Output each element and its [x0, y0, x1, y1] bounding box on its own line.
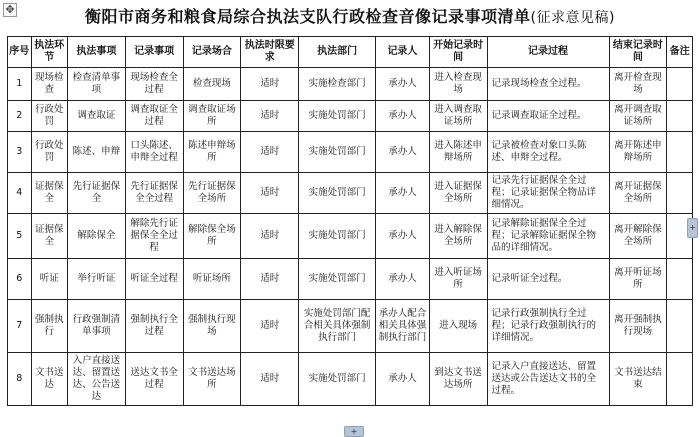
title-note: (征求意见稿): [530, 10, 615, 26]
header-cell: 执法部门: [299, 37, 376, 68]
cell-matter: 举行听证: [67, 259, 125, 300]
cell-record-place: 强制执行现场: [183, 300, 241, 353]
cell-stage: 听证: [31, 259, 67, 300]
cell-record-item: 口头陈述、申辩全过程: [125, 132, 183, 173]
cell-recorder: 承办人: [376, 132, 430, 173]
cell-stage: 现场检查: [31, 68, 67, 101]
cell-time-limit: 适时: [241, 132, 299, 173]
cell-end-time: 离开调查取证场所: [609, 101, 667, 132]
cell-end-time: 离开证据保全场所: [609, 173, 667, 214]
header-cell: 备注: [667, 37, 693, 68]
cell-stage: 证据保全: [31, 173, 67, 214]
header-cell: 序号: [8, 37, 32, 68]
cell-start-time: 进入解除保全场所: [429, 214, 487, 259]
cell-recorder: 承办人: [376, 68, 430, 101]
cell-remark: [667, 259, 693, 300]
header-cell: 记录场合: [183, 37, 241, 68]
cell-record-item: 强制执行全过程: [125, 300, 183, 353]
header-cell: 执法环节: [31, 37, 67, 68]
cell-recorder: 承办人: [376, 173, 430, 214]
cell-process: 记录入户直接送达、留置送达或公告送达文书的全过程。: [487, 353, 609, 406]
cell-department: 实施处罚部门: [299, 214, 376, 259]
header-cell: 记录人: [376, 37, 430, 68]
cell-department: 实施处罚部门: [299, 353, 376, 406]
cell-time-limit: 适时: [241, 173, 299, 214]
cell-remark: [667, 101, 693, 132]
cell-record-place: 文书送达场所: [183, 353, 241, 406]
cell-stage: 证据保全: [31, 214, 67, 259]
cell-end-time: 离开陈述申辩场所: [609, 132, 667, 173]
cell-remark: [667, 132, 693, 173]
header-cell: 执法时限要求: [241, 37, 299, 68]
cell-process: 记录被检查对象口头陈述、申辩全过程。: [487, 132, 609, 173]
cell-time-limit: 适时: [241, 259, 299, 300]
cell-end-time: 离开听证场所: [609, 259, 667, 300]
cell-department: 实施处罚部门: [299, 132, 376, 173]
cell-time-limit: 适时: [241, 101, 299, 132]
cell-record-place: 解除保全场所: [183, 214, 241, 259]
cell-index: 5: [8, 214, 32, 259]
header-cell: 结束记录时间: [609, 37, 667, 68]
page-title: [0, 4, 700, 27]
cell-matter: 调查取证: [67, 101, 125, 132]
cell-record-item: 送达文书全过程: [125, 353, 183, 406]
cell-time-limit: 适时: [241, 214, 299, 259]
cell-record-item: 听证全过程: [125, 259, 183, 300]
table-row: [8, 132, 693, 173]
cell-remark: [667, 173, 693, 214]
cell-stage: 行政处罚: [31, 132, 67, 173]
header-cell: 记录过程: [487, 37, 609, 68]
cell-matter: 入户直接送达、留置送达、公告送达: [67, 353, 125, 406]
cell-index: 8: [8, 353, 32, 406]
cell-recorder: 承办人配合相关具体强制执行部门: [376, 300, 430, 353]
table-row: [8, 101, 693, 132]
cell-recorder: 承办人: [376, 101, 430, 132]
cell-record-place: 听证场所: [183, 259, 241, 300]
cell-process: 记录行政强制执行全过程；记录行政强制执行的详细情况。: [487, 300, 609, 353]
cell-remark: [667, 68, 693, 101]
cell-index: 2: [8, 101, 32, 132]
cell-matter: 解除保全: [67, 214, 125, 259]
cell-record-item: 先行证据保全全过程: [125, 173, 183, 214]
cell-process: 记录先行证据保全全过程；记录证据保全物品详细情况。: [487, 173, 609, 214]
cell-index: 6: [8, 259, 32, 300]
cell-record-place: 陈述申辩场所: [183, 132, 241, 173]
table-row: [8, 353, 693, 406]
cell-record-place: 先行证据保全场所: [183, 173, 241, 214]
cell-stage: 行政处罚: [31, 101, 67, 132]
cell-department: 实施处罚部门: [299, 259, 376, 300]
table-row: [8, 68, 693, 101]
cell-department: 实施处罚部门: [299, 173, 376, 214]
cell-start-time: 进入听证场所: [429, 259, 487, 300]
add-row-icon[interactable]: +: [344, 426, 364, 437]
cell-end-time: 文书送达结束: [609, 353, 667, 406]
table-header-row: [8, 37, 693, 68]
cell-recorder: 承办人: [376, 353, 430, 406]
cell-process: 记录现场检查全过程。: [487, 68, 609, 101]
cell-department: 实施检查部门: [299, 68, 376, 101]
table-row: [8, 259, 693, 300]
cell-time-limit: 适时: [241, 353, 299, 406]
header-cell: 开始记录时间: [429, 37, 487, 68]
header-cell: 执法事项: [67, 37, 125, 68]
cell-start-time: 进入陈述申辩场所: [429, 132, 487, 173]
cell-matter: 先行证据保全: [67, 173, 125, 214]
resize-handle-icon[interactable]: +: [687, 218, 698, 238]
cell-index: 7: [8, 300, 32, 353]
table-row: [8, 300, 693, 353]
cell-record-item: 现场检查全过程: [125, 68, 183, 101]
cell-time-limit: 适时: [241, 300, 299, 353]
table-row: [8, 173, 693, 214]
header-cell: 记录事项: [125, 37, 183, 68]
cell-start-time: 进入调查取证场所: [429, 101, 487, 132]
cell-index: 1: [8, 68, 32, 101]
move-handle-icon[interactable]: ✥: [3, 3, 17, 17]
cell-process: 记录听证全过程。: [487, 259, 609, 300]
cell-department: 实施处罚部门: [299, 101, 376, 132]
cell-start-time: 进入现场: [429, 300, 487, 353]
table-row: [8, 214, 693, 259]
cell-end-time: 离开解除保全场所: [609, 214, 667, 259]
cell-record-place: 检查现场: [183, 68, 241, 101]
cell-stage: 文书送达: [31, 353, 67, 406]
cell-end-time: 离开检查现场: [609, 68, 667, 101]
cell-index: 4: [8, 173, 32, 214]
cell-start-time: 进入证据保全场所: [429, 173, 487, 214]
cell-process: 记录解除证据保全全过程；记录解除证据保全物品的详细情况。: [487, 214, 609, 259]
record-items-table: [7, 36, 693, 406]
cell-remark: [667, 300, 693, 353]
title-main: 衡阳市商务和粮食局综合执法支队行政检查音像记录事项清单: [85, 7, 531, 26]
cell-record-item: 解除先行证据保全全过程: [125, 214, 183, 259]
cell-start-time: 进入检查现场: [429, 68, 487, 101]
cell-record-place: 调查取证场所: [183, 101, 241, 132]
cell-matter: 陈述、申辩: [67, 132, 125, 173]
cell-recorder: 承办人: [376, 259, 430, 300]
cell-record-item: 调查取证全过程: [125, 101, 183, 132]
cell-department: 实施处罚部门配合相关具体强制执行部门: [299, 300, 376, 353]
cell-time-limit: 适时: [241, 68, 299, 101]
cell-recorder: 承办人: [376, 214, 430, 259]
cell-end-time: 离开强制执行现场: [609, 300, 667, 353]
cell-matter: 检查清单事项: [67, 68, 125, 101]
cell-start-time: 到达文书送达场所: [429, 353, 487, 406]
cell-index: 3: [8, 132, 32, 173]
cell-stage: 强制执行: [31, 300, 67, 353]
cell-process: 记录调查取证全过程。: [487, 101, 609, 132]
cell-remark: [667, 353, 693, 406]
cell-matter: 行政强制清单事项: [67, 300, 125, 353]
